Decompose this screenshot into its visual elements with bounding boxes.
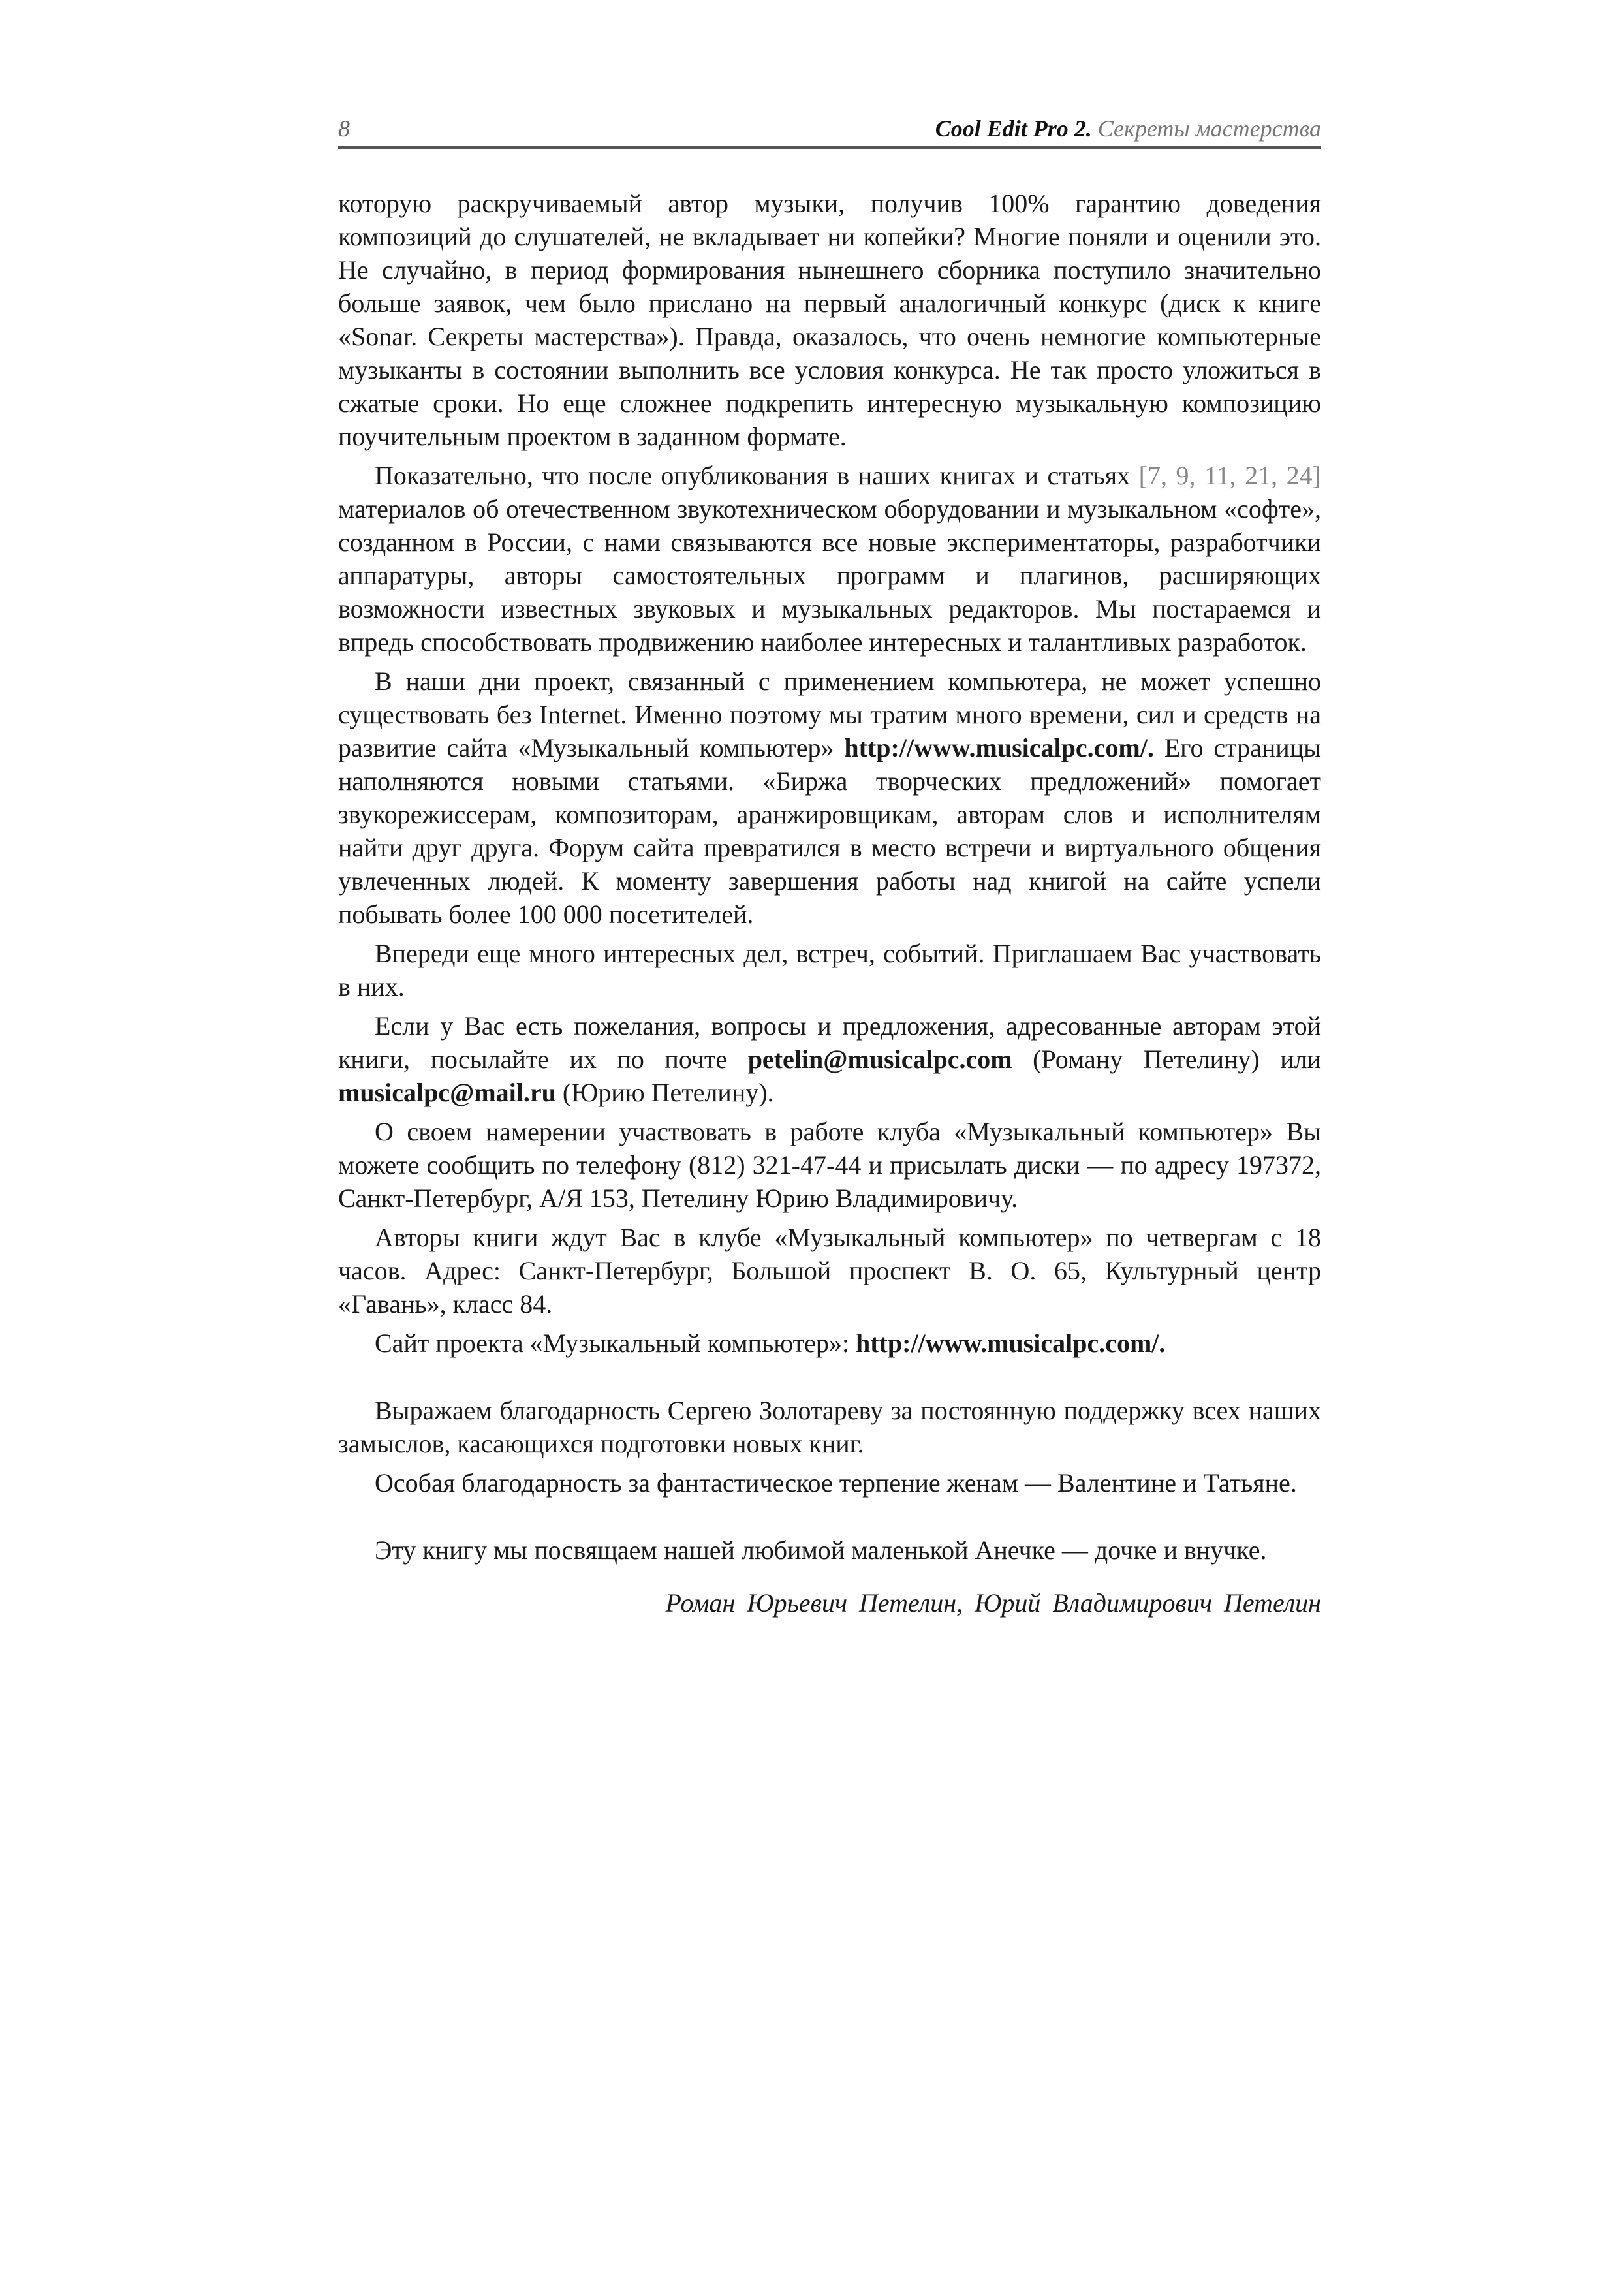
paragraph-3-text-a: В наши дни проект, связанный с применением компьютера, не может успешно существовать без Internet. Именно поэтому мы тратим много времени, сил и средств на развитие сайта «Музыкальный компьютер» xyxy=(338,667,1321,762)
paragraph-5-text-b: (Роману Петелину) или xyxy=(1012,1044,1322,1074)
paragraph-10: Особая благодарность за фантастическое терпение женам — Валентине и Татьяне. xyxy=(375,1468,1297,1498)
authors-signature: Роман Юрьевич Петелин, Юрий Владимирович Петелин xyxy=(665,1588,1321,1618)
body-text xyxy=(338,187,1321,1620)
paragraph-8 xyxy=(338,1326,1321,1360)
paragraph-3 xyxy=(338,665,1321,931)
paragraph-8-text: Сайт проекта «Музыкальный компьютер»: xyxy=(375,1328,856,1358)
book-title: Cool Edit Pro 2. xyxy=(935,116,1092,142)
paragraph-6: О своем намерении участвовать в работе клуба «Музыкальный компьютер» Вы можете сообщить по телефону (812) 321-47-44 и присылать диски — по адресу 197372, Санкт-Петербург, А/Я 153, Петелину Юрию Владимировичу. xyxy=(338,1117,1321,1213)
page-number: 8 xyxy=(338,116,350,142)
email-link-yuri[interactable]: musicalpc@mail.ru xyxy=(338,1078,556,1107)
running-title xyxy=(935,115,1321,142)
paragraph-2 xyxy=(338,459,1321,659)
page-header xyxy=(338,115,1321,149)
paragraph-7: Авторы книги ждут Вас в клубе «Музыкальный компьютер» по четвергам с 18 часов. Адрес: Санкт-Петербург, Большой проспект В. О. 65, Культурный центр «Гавань», класс 84. xyxy=(338,1223,1321,1319)
paragraph-4: Впереди еще много интересных дел, встреч, событий. Приглашаем Вас участвовать в них. xyxy=(338,939,1321,1001)
paragraph-5 xyxy=(338,1009,1321,1109)
site-url[interactable]: http://www.musicalpc.com/. xyxy=(844,733,1154,762)
project-site-url[interactable]: http://www.musicalpc.com/. xyxy=(855,1328,1166,1358)
paragraph-2-text-a: Показательно, что после опубликования в наших книгах и статьях xyxy=(375,461,1139,490)
reference-list: [7, 9, 11, 21, 24] xyxy=(1138,461,1321,490)
paragraph-1: которую раскручиваемый автор музыки, получив 100% гарантию доведения композиций до слушателей, не вкладывает ни копейки? Многие поняли и оценили это. Не случайно, в период формирования нынешнего сборника поступило значительно больше заявок, чем было прислано на первый аналогичный конкурс (диск к книге «Sonar. Секреты мастерства»). Правда, оказалось, что очень немногие компьютерные музыканты в состоянии выполнить все условия конкурса. Не так просто уложиться в сжатые сроки. Но еще сложнее подкрепить интересную музыкальную композицию поучительным проектом в заданном формате. xyxy=(338,189,1321,451)
paragraph-5-text-a: Если у Вас есть пожелания, вопросы и предложения, адресованные авторам этой книги, посылайте их по почте xyxy=(338,1011,1321,1074)
paragraph-9: Выражаем благодарность Сергею Золотареву за постоянную поддержку всех наших замыслов, касающихся подготовки новых книг. xyxy=(338,1396,1321,1458)
paragraph-5-text-c: (Юрию Петелину). xyxy=(555,1078,774,1107)
email-link-roman[interactable]: petelin@musicalpc.com xyxy=(747,1044,1012,1074)
paragraph-2-text-b: материалов об отечественном звукотехническом оборудовании и музыкальном «софте», созданном в России, с нами связываются все новые экспериментаторы, разработчики аппаратуры, авторы самостоятельных программ и плагинов, расширяющих возможности известных звуковых и музыкальных редакторов. Мы постараемся и впредь способствовать продвижению наиболее интересных и талантливых разработок. xyxy=(338,494,1321,657)
book-subtitle: Секреты мастерства xyxy=(1097,116,1321,142)
paragraph-3-text-b: Его страницы наполняются новыми статьями. «Биржа творческих предложений» помогает звукорежиссерам, композиторам, аранжировщикам, авторам слов и исполнителям найти друг друга. Форум сайта превратился в место встречи и виртуального общения увлеченных людей. К моменту завершения работы над книгой на сайте успели побывать более 100 000 посетителей. xyxy=(338,733,1321,929)
paragraph-11: Эту книгу мы посвящаем нашей любимой маленькой Анечке — дочке и внучке. xyxy=(375,1535,1267,1565)
